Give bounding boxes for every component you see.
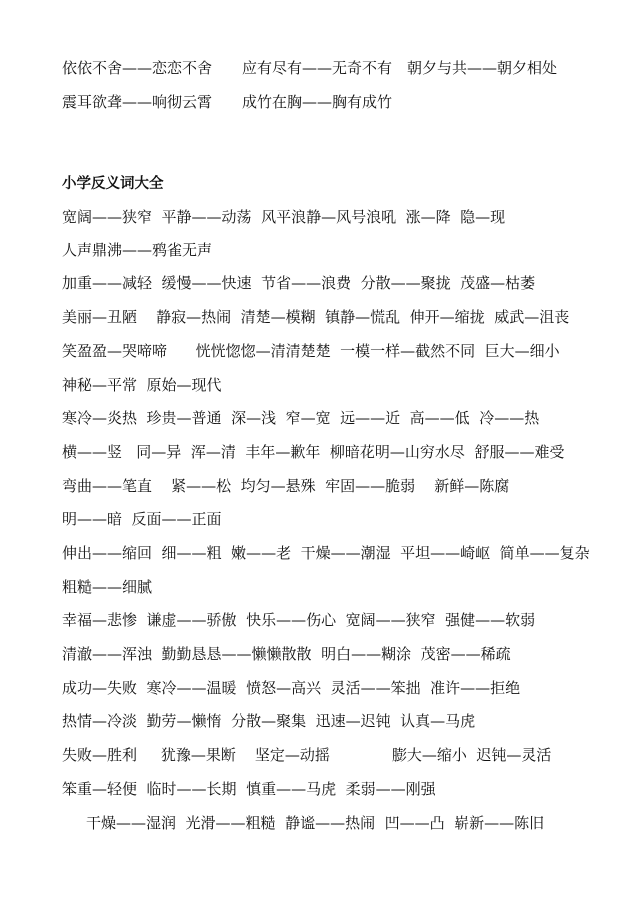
antonym-line-17: 失败—胜利 犹豫—果断 坚定—动摇 膨大—缩小 迟钝—灵活 <box>62 746 552 764</box>
antonym-line-6: 神秘—平常 原始—现代 <box>62 376 222 394</box>
intro-line-1: 依依不舍——恋恋不舍 应有尽有——无奇不有 朝夕与共——朝夕相处 <box>62 59 558 77</box>
antonym-line-3: 加重——减轻 缓慢——快速 节省——浪费 分散——聚拢 茂盛—枯萎 <box>62 274 536 292</box>
antonym-line-16: 热情—冷淡 勤劳—懒惰 分散—聚集 迅速—迟钝 认真—马虎 <box>62 712 476 730</box>
antonym-line-19: 干燥——湿润 光滑——粗糙 静谧——热闹 凹——凸 崭新——陈旧 <box>86 814 545 832</box>
antonym-line-2: 人声鼎沸——鸦雀无声 <box>62 241 213 259</box>
antonym-line-14: 清澈——浑浊 勤勤恳恳——懒懒散散 明白——糊涂 茂密——稀疏 <box>62 645 511 663</box>
antonym-line-8: 横——竖 同—异 浑—清 丰年—歉年 柳暗花明—山穷水尽 舒服——难受 <box>62 443 565 461</box>
antonym-line-18: 笨重—轻便 临时——长期 慎重——马虎 柔弱——刚强 <box>62 780 436 798</box>
antonym-line-11: 伸出——缩回 细——粗 嫩——老 干燥——潮湿 平坦——崎岖 简单——复杂 <box>62 544 590 562</box>
section-title: 小学反义词大全 <box>62 176 164 192</box>
antonym-line-10: 明——暗 反面——正面 <box>62 510 222 528</box>
intro-line-2: 震耳欲聋——响彻云霄 成竹在胸——胸有成竹 <box>62 93 393 111</box>
antonym-line-5: 笑盈盈—哭啼啼 恍恍惚惚—清清楚楚 一模一样—截然不同 巨大—细小 <box>62 342 560 360</box>
antonym-line-4: 美丽—丑陋 静寂—热闹 清楚—模糊 镇静—慌乱 伸开—缩拢 威武—沮丧 <box>62 308 570 326</box>
antonym-line-15: 成功—失败 寒冷——温暖 愤怒—高兴 灵活——笨拙 准许——拒绝 <box>62 679 521 697</box>
antonym-line-9: 弯曲——笔直 紧——松 均匀—悬殊 牢固——脆弱 新鲜—陈腐 <box>62 477 510 495</box>
antonym-line-7: 寒冷—炎热 珍贵—普通 深—浅 窄—宽 远——近 高——低 冷——热 <box>62 409 540 427</box>
antonym-line-1: 宽阔——狭窄 平静——动荡 风平浪静—风号浪吼 涨—降 隐—现 <box>62 208 506 226</box>
antonym-line-13: 幸福—悲惨 谦虚——骄傲 快乐——伤心 宽阔——狭窄 强健——软弱 <box>62 611 536 629</box>
antonym-line-12: 粗糙——细腻 <box>62 578 153 596</box>
